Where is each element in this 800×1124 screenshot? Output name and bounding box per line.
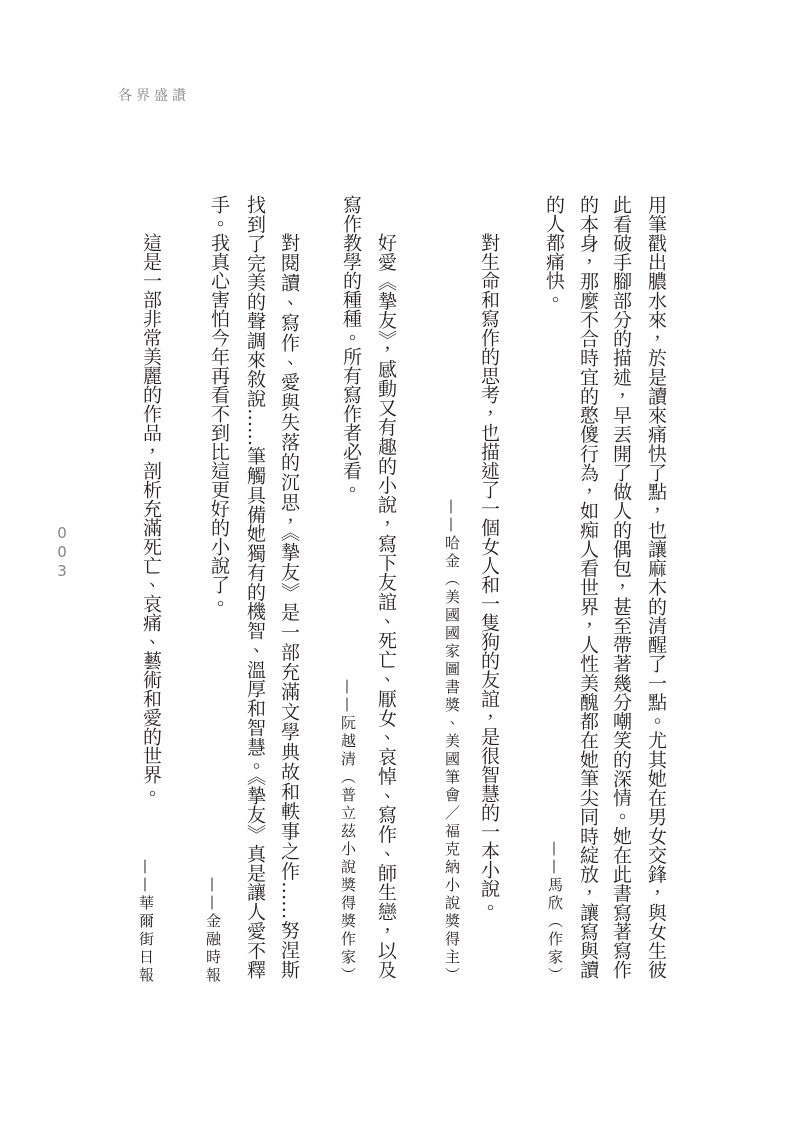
page-number: 003 [53,524,71,581]
review-line: 手。我真心害怕今年再看不到比這更好的小說了。 [208,195,230,613]
review-line: 寫作教學的種種。所有寫作者必看。 [340,195,362,499]
review-line: 此看破手腳部分的描述，早丟開了做人的偶包，甚至帶著幾分嘲笑的深情。她在此書寫著寫作 [610,195,632,979]
review-line: 用筆戳出膿水來，於是讀來痛快了點，也讓麻木的清醒了一點。尤其她在男女交鋒，與女生彼 [645,195,667,979]
review-line: 對閱讀、寫作、愛與失落的沉思，《摯友》是一部充滿文學典故和軼事之作……努涅斯 [278,233,300,979]
review-line: 對生命和寫作的思考，也描述了一個女人和一隻狗的友誼，是很智慧的一本小說。 [478,233,500,917]
review-line: 的本身，那麼不合時宜的憨傻行為，如痴人看世界，人性美醜都在她筆尖同時綻放，讓寫與讀 [577,195,599,979]
review-attribution: ——哈金（美國國家圖書獎、美國筆會／福克納小說獎得主） [443,499,461,985]
review-attribution: ——馬欣（作家） [546,841,564,985]
review-line: 找到了完美的聲調來敘說……筆觸具備她獨有的機智、溫厚和智慧。《摯友》真是讓人愛不釋 [244,195,266,979]
review-line: 這是一部非常美麗的作品，剖析充滿死亡、哀痛、藝術和愛的世界。 [140,233,162,803]
review-attribution: ——金融時報 [204,877,222,985]
review-line: 好愛《摯友》，感動又有趣的小說，寫下友誼、死亡、厭女、哀悼、寫作、師生戀，以及 [375,233,397,979]
review-attribution: ——阮越清（普立茲小說獎得獎作家） [339,679,357,985]
section-title: 各界盛讚 [118,88,190,104]
review-line: 的人都痛快。 [543,195,565,309]
review-attribution: ——華爾街日報 [137,859,155,985]
